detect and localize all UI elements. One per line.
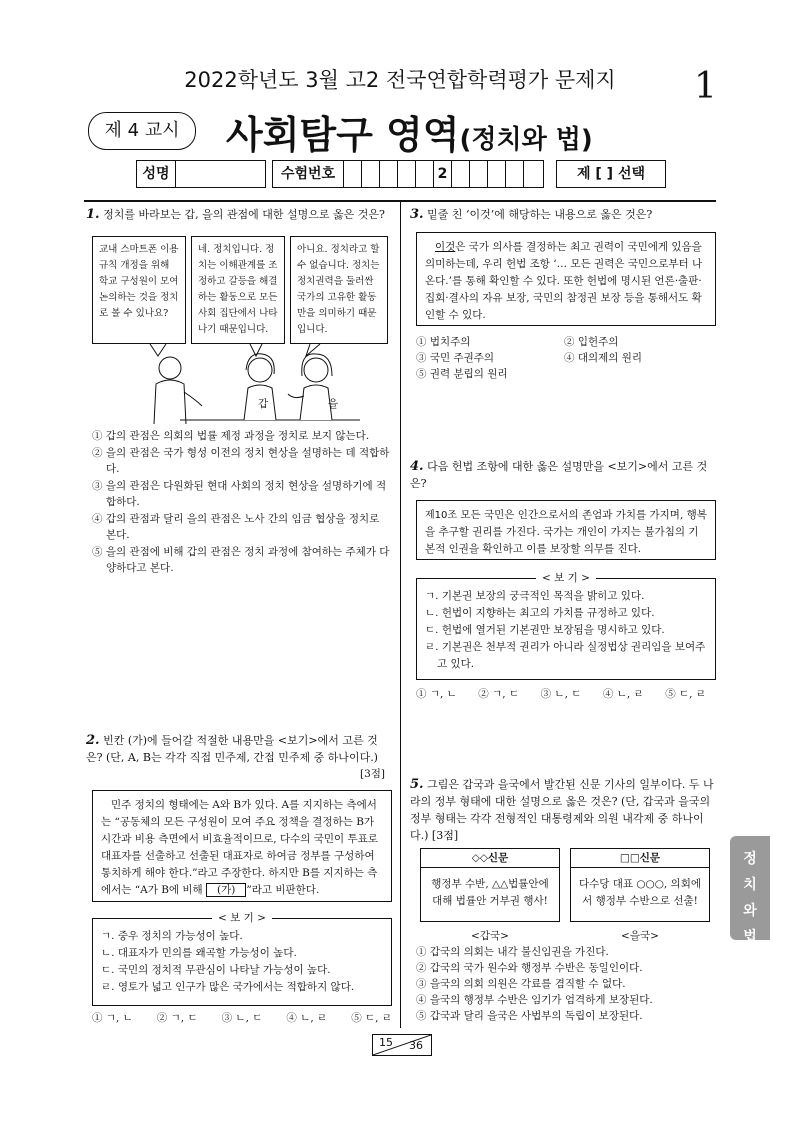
q5-option-3[interactable]: ③ 을국의 의회 의원은 각료를 겸직할 수 없다. — [416, 978, 626, 990]
q2-bogi-item-1: ㄱ. 중우 정치의 가능성이 높다. — [101, 930, 243, 942]
q4-stem-text: 다음 헌법 조항에 대한 옳은 설명만을 <보기>에서 고른 것은? — [410, 460, 708, 490]
q4-bogi-item-3: ㄷ. 헌법에 열거된 기본권만 보장됨을 명시하고 있다. — [425, 624, 665, 636]
exam-number-cell[interactable] — [506, 161, 524, 187]
exam-number-field[interactable] — [272, 160, 544, 188]
q3-option-2[interactable]: ② 입헌주의 — [564, 336, 619, 348]
q3-passage — [416, 232, 716, 326]
exam-number-cell[interactable] — [524, 161, 543, 187]
exam-number-cell[interactable] — [452, 161, 470, 187]
q2-bogi-item-4: ㄹ. 영토가 넓고 인구가 많은 국가에서는 적합하지 않다. — [101, 981, 355, 993]
q2-blank: (가) — [206, 883, 246, 897]
q5-option-1[interactable]: ① 갑국의 의회는 내각 불신임권을 가진다. — [416, 946, 609, 958]
q2-stem — [86, 732, 392, 766]
q2-stem-text: 빈칸 (가)에 들어갈 적절한 내용만을 <보기>에서 고른 것은? (단, A, B는 각각 직접 민주제, 간접 민주제 중 하나이다.) — [86, 734, 378, 764]
exam-number-digit: 2 — [434, 161, 452, 187]
side-tab-char: 법 — [743, 929, 757, 945]
q1-stem-text: 정치를 바라보는 갑, 을의 관점에 대한 설명으로 옳은 것은? — [103, 208, 385, 221]
choice-field[interactable] — [556, 160, 666, 188]
speech-bubble-gap: 네. 정치입니다. 정치는 이해관계를 조정하고 갈등을 해결하는 활동으로 모든 사회 집단에서 나타나기 때문입니다. — [191, 236, 285, 344]
subject-side-tab — [730, 836, 770, 945]
exam-title: 2022학년도 3월 고2 전국연합학력평가 문제지 — [184, 68, 616, 92]
name-label: 성명 — [137, 161, 176, 187]
q3-option-1[interactable]: ① 법치주의 — [416, 336, 471, 348]
q4-bogi-item-1: ㄱ. 기본권 보장의 궁극적인 목적을 밝히고 있다. — [425, 590, 645, 602]
name-field[interactable] — [136, 160, 266, 188]
q1-option-5[interactable]: ⑤ 을의 관점에 비해 갑의 관점은 정치 과정에 참여하는 주체가 다양하다고 본다. — [92, 546, 390, 574]
subject-title — [226, 104, 593, 159]
q4-number: 4. — [410, 459, 424, 474]
newspaper-eul — [570, 848, 710, 922]
q2-bogi-item-3: ㄷ. 국민의 정치적 무관심이 나타날 가능성이 높다. — [101, 964, 331, 976]
column-divider — [400, 202, 401, 1028]
q4-bogi-item-4: ㄹ. 기본권은 천부적 권리가 아니라 실정법상 권리임을 보여주고 있다. — [425, 641, 706, 670]
q3-stem-text: 밑줄 친 ‘이것’에 해당하는 내용으로 옳은 것은? — [427, 208, 653, 221]
q3-number: 3. — [410, 207, 424, 222]
q3-option-4[interactable]: ④ 대의제의 원리 — [564, 352, 643, 364]
q3-options — [416, 334, 716, 382]
side-tab-char: 정 — [743, 851, 757, 867]
q2-option-4[interactable]: ④ ㄴ, ㄹ — [286, 1012, 328, 1024]
choice-label: 제 [ ] 선택 — [577, 166, 645, 182]
q2-passage-end: ”라고 비판한다. — [246, 884, 320, 896]
q4-option-1[interactable]: ① ㄱ, ㄴ — [416, 688, 457, 700]
page-counter — [372, 1034, 432, 1056]
q2-options — [92, 1010, 392, 1026]
page-total: 36 — [409, 1039, 423, 1052]
exam-number-cell[interactable] — [416, 161, 434, 187]
q2-option-5[interactable]: ⑤ ㄷ, ㄹ — [351, 1012, 392, 1024]
subject-name: 사회탐구 영역 — [226, 113, 460, 157]
q5-option-5[interactable]: ⑤ 갑국과 달리 을국은 사법부의 독립이 보장된다. — [416, 1010, 643, 1022]
q5-option-4[interactable]: ④ 을국의 행정부 수반은 임기가 엄격하게 보장된다. — [416, 994, 653, 1006]
q3-option-5[interactable]: ⑤ 권력 분립의 원리 — [416, 368, 508, 380]
q4-bogi-title: < 보 기 > — [417, 570, 715, 587]
q4-article-text: 모든 국민은 인간으로서의 존엄과 가치를 가지며, 행복을 추구할 권리를 가진다. 국가는 개인이 가지는 불가침의 기본적 인권을 확인하고 이를 보장할 의무를 진다. — [425, 509, 707, 555]
q2-points: [3점] — [360, 768, 386, 780]
q2-number: 2. — [86, 733, 100, 748]
exam-number-cell[interactable] — [362, 161, 380, 187]
q1-stem — [86, 206, 398, 223]
q3-stem — [410, 206, 716, 223]
q5-stem — [410, 776, 716, 844]
exam-number-cell[interactable] — [398, 161, 416, 187]
q2-bogi-box — [92, 912, 392, 1006]
q1-option-2[interactable]: ② 을의 관점은 국가 형성 이전의 정치 현상을 설명하는 데 적합하다. — [92, 447, 390, 475]
q3-passage-text: 은 국가 의사를 결정하는 최고 권력이 국민에게 있음을 의미하는데, 우리 헌법 조항 ‘… 모든 권력은 국민으로부터 나온다.’를 통해 확인할 수 있다. 또한 헌법에 명시된 언론·출판·집회·결사의 자유 보장, 국민의 참정권 보장 등을 통해서도 확인할 수 있다. — [425, 241, 703, 321]
q2-option-2[interactable]: ② ㄱ, ㄷ — [156, 1012, 198, 1024]
q1-number: 1. — [86, 207, 100, 222]
q2-option-1[interactable]: ① ㄱ, ㄴ — [92, 1012, 133, 1024]
newspaper-gap-caption: <갑국> — [471, 930, 509, 942]
page-number: 1 — [694, 66, 717, 107]
q4-article-box — [416, 500, 716, 560]
speech-bubble-eul: 아니요. 정치라고 할 수 없습니다. 정치는 정치권력을 둘러싼 국가의 고유한 활동만을 의미하기 때문입니다. — [290, 236, 388, 344]
q4-bogi-box — [416, 572, 716, 680]
q4-option-3[interactable]: ③ ㄴ, ㄷ — [540, 688, 582, 700]
newspaper-gap — [420, 848, 560, 922]
q2-option-3[interactable]: ③ ㄴ, ㄷ — [221, 1012, 263, 1024]
q3-underlined-term: 이것 — [435, 241, 456, 253]
speech-bubble-teacher: 교내 스마트폰 이용 규칙 개정을 위해 학교 구성원이 모여 논의하는 것을 정치로 볼 수 있나요? — [92, 236, 186, 344]
q5-number: 5. — [410, 777, 424, 792]
q1-option-3[interactable]: ③ 을의 관점은 다원화된 현대 사회의 정치 현상을 설명하기에 적합하다. — [92, 480, 387, 508]
q4-option-5[interactable]: ⑤ ㄷ, ㄹ — [665, 688, 706, 700]
q2-bogi-item-2: ㄴ. 대표자가 민의를 왜곡할 가능성이 높다. — [101, 947, 297, 959]
exam-number-cell[interactable] — [470, 161, 488, 187]
label-gap: 갑 — [258, 398, 269, 410]
page-current: 15 — [379, 1036, 393, 1049]
q2-passage — [92, 790, 392, 902]
exam-number-label: 수험번호 — [273, 161, 344, 187]
q1-option-1[interactable]: ① 갑의 관점은 의회의 법률 제정 과정을 정치로 보지 않는다. — [92, 430, 370, 442]
q2-passage-text: 민주 정치의 형태에는 A와 B가 있다. A를 지지하는 측에서는 “공동체의 모든 구성원이 모여 주요 정책을 결정하는 B가 시간과 비용 측면에서 비효율적이므로, 다수의 국민이 투표로 대표자를 선출하고 선출된 대표자로 하여금 정부를 구성하여 통치하게 해야 한다.”라고 주장한다. 하지만 B를 지지하는 측에서는 “A가 B에 비해 — [101, 799, 378, 896]
exam-number-cell[interactable] — [344, 161, 362, 187]
q3-option-3[interactable]: ③ 국민 주권주의 — [416, 352, 495, 364]
classroom-illustration — [110, 340, 390, 424]
exam-number-cell[interactable] — [488, 161, 506, 187]
q4-article-label: 제10조 — [425, 510, 458, 521]
newspaper-gap-body: 행정부 수반, △△법률안에 대해 법률안 거부권 행사! — [431, 878, 549, 907]
q5-options — [416, 944, 716, 1024]
side-tab-char: 치 — [743, 877, 757, 893]
q4-bogi-item-2: ㄴ. 헌법이 지향하는 최고의 가치를 규정하고 있다. — [425, 607, 655, 619]
q4-options — [416, 686, 706, 702]
q4-option-2[interactable]: ② ㄱ, ㄷ — [478, 688, 520, 700]
exam-number-cell[interactable] — [380, 161, 398, 187]
newspaper-gap-head: ◇◇신문 — [421, 849, 559, 868]
newspaper-eul-body: 다수당 대표 ○○○, 의회에서 행정부 수반으로 선출! — [579, 878, 701, 907]
newspaper-eul-head: □□신문 — [571, 849, 709, 868]
q1-option-4[interactable]: ④ 갑의 관점과 달리 을의 관점은 노사 간의 임금 협상을 정치로 본다. — [92, 513, 380, 541]
q4-option-4[interactable]: ④ ㄴ, ㄹ — [602, 688, 644, 700]
q2-bogi-title: < 보 기 > — [93, 910, 391, 927]
newspaper-eul-caption: <을국> — [621, 930, 659, 942]
name-blank[interactable] — [176, 161, 265, 187]
side-tab-char: 와 — [743, 903, 757, 919]
subject-paren: (정치와 법) — [459, 125, 593, 155]
q4-stem — [410, 458, 716, 492]
q5-option-2[interactable]: ② 갑국의 국가 원수와 행정부 수반은 동일인이다. — [416, 962, 643, 974]
label-eul: 을 — [328, 398, 339, 410]
session-badge: 제 4 교시 — [88, 112, 196, 150]
q1-options — [92, 428, 392, 576]
q5-stem-text: 그림은 갑국과 을국에서 발간된 신문 기사의 일부이다. 두 나라의 정부 형태에 대한 설명으로 옳은 것은? (단, 갑국과 을국의 정부 형태는 각각 전형적인 대통령제와 의원 내각제 중 하나이다.) [3점] — [410, 778, 714, 842]
